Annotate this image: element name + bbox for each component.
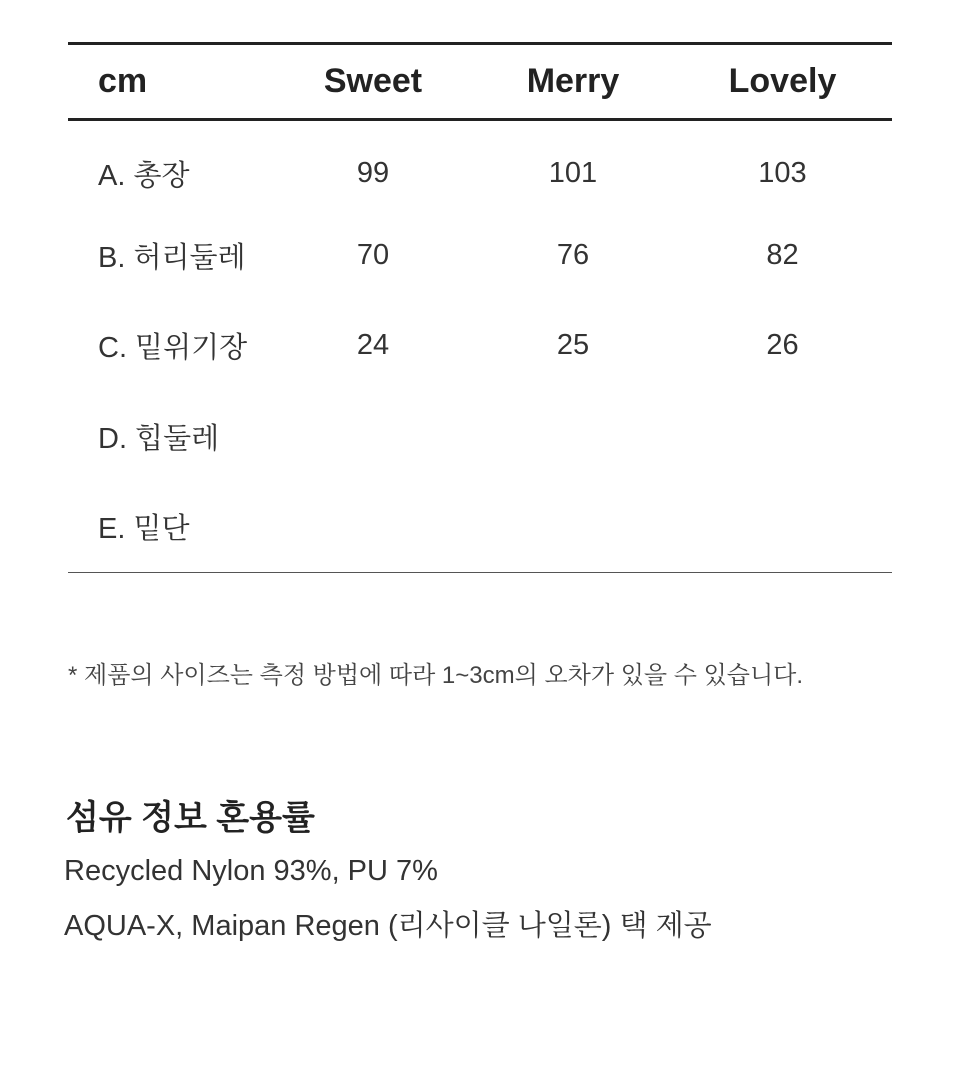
- size-table-header: [68, 44, 892, 120]
- table-row: [68, 120, 892, 211]
- measurement-value: [473, 482, 673, 573]
- measurement-value: 70: [356, 238, 390, 271]
- size-table: [68, 42, 892, 573]
- table-row: [68, 301, 892, 392]
- size-table-body: [68, 120, 892, 573]
- measurement-label: D. 힙둘레: [98, 423, 220, 456]
- measurement-label: E. 밑단: [68, 482, 273, 573]
- measurement-value: [673, 482, 892, 573]
- fiber-info-title: 섬유 정보 혼용률: [66, 799, 315, 837]
- measurement-label: A. 총장: [98, 160, 190, 193]
- table-row: [68, 210, 892, 301]
- measurement-value: 99: [356, 157, 390, 190]
- measurement-value: [473, 391, 673, 482]
- measurement-value: 76: [556, 238, 590, 271]
- table-row: [68, 391, 892, 482]
- size-column-lovely: Lovely: [673, 44, 892, 120]
- size-note: * 제품의 사이즈는 측정 방법에 따라 1~3cm의 오차가 있을 수 있습니다.: [68, 662, 803, 689]
- unit-header: cm: [68, 44, 273, 120]
- fiber-composition: Recycled Nylon 93%, PU 7%: [64, 855, 438, 887]
- measurement-value: 103: [758, 157, 807, 190]
- fiber-tag-info: AQUA-X, Maipan Regen (리사이클 나일론) 택 제공: [64, 910, 712, 942]
- measurement-value: [273, 391, 473, 482]
- measurement-value: 24: [356, 329, 390, 362]
- measurement-value: [273, 482, 473, 573]
- size-column-sweet: Sweet: [273, 44, 473, 120]
- measurement-value: 82: [766, 238, 799, 271]
- measurement-label: C. 밑위기장: [98, 332, 248, 365]
- measurement-value: [673, 391, 892, 482]
- size-column-merry: Merry: [473, 44, 673, 120]
- measurement-value: 101: [548, 157, 598, 190]
- measurement-value: 26: [766, 329, 799, 362]
- measurement-label: B. 허리둘레: [98, 241, 246, 274]
- table-row: [68, 482, 892, 573]
- measurement-value: 25: [556, 329, 590, 362]
